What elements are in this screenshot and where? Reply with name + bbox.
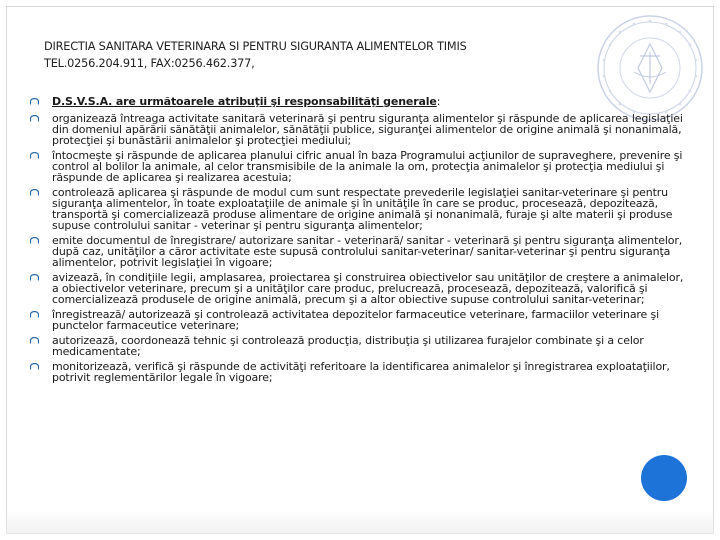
- list-item-text: întocmeşte şi răspunde de aplicarea planului cifric anual în baza Programului acţiunilor de supraveghere, prevenire şi control al bolilor la animale, al celor transmisibile de la animale la om, protecţia animalelor şi protecţia mediului şi răspunde de aplicarea şi realizarea acestuia;: [52, 149, 683, 184]
- header-contact: TEL.0256.204.911, FAX:0256.462.377,: [44, 57, 255, 70]
- bullet-icon: [30, 152, 39, 159]
- list-item: [30, 272, 692, 305]
- bullet-icon: [30, 274, 39, 281]
- list-item: [30, 335, 692, 357]
- list-item: [30, 187, 692, 231]
- list-item-intro: [30, 96, 692, 107]
- bullet-icon: [30, 337, 39, 344]
- list-item-text: autorizează, coordonează tehnic şi controlează producţia, distribuţia şi utilizarea furajelor combinate şi a celor medicamentate;: [52, 334, 644, 358]
- footer-shade: [6, 510, 714, 534]
- list-item-text: monitorizează, verifică şi răspunde de activităţi referitoare la identificarea animalelor şi înregistrarea exploataţiilor, potrivit reglementărilor legale în vigoare;: [52, 360, 670, 384]
- list-item-text: controlează aplicarea şi răspunde de modul cum sunt respectate prevederile legislaţiei sanitar-veterinare şi pentru siguranţa alimentelor, în toate exploataţiile de animale şi în unităţile în care se produc, procesează, depozitează, transportă şi comercializează produse alimentare de origine animală şi nonanimală, furaje şi alte materii şi produse supuse controlului sanitar - veterinar şi pentru siguranţa alimentelor;: [52, 186, 673, 232]
- bullet-icon: [30, 311, 39, 318]
- bullet-icon: [30, 237, 39, 244]
- list-item: [30, 150, 692, 183]
- bullet-icon: [30, 115, 39, 122]
- list-item-text: înregistrează/ autorizează şi controlează activitatea depozitelor farmaceutice veterinare, farmaciilor veterinare şi punctelor farmaceutice veterinare;: [52, 308, 660, 332]
- list-item: [30, 309, 692, 331]
- bullet-icon: [30, 98, 39, 105]
- list-item-text: emite documentul de înregistrare/ autorizare sanitar - veterinară/ sanitar - veterinară şi pentru siguranţa alimentelor, după caz, unităţilor a căror activitate este supusă controlului sanitar-veterinar/ sanitar-veterinar şi pentru siguranţa alimentelor, potrivit legislaţiei în vigoare;: [52, 234, 683, 269]
- responsibilities-list: [30, 96, 692, 107]
- header-title: DIRECTIA SANITARA VETERINARA SI PENTRU SIGURANTA ALIMENTELOR TIMIS: [44, 40, 467, 53]
- bullet-icon: [30, 189, 39, 196]
- decorative-circle: [641, 455, 687, 501]
- list-item-text: avizează, în condiţiile legii, amplasarea, proiectarea şi construirea obiectivelor sau unităţilor de creştere a animalelor, a obiectivelor veterinare, precum şi a unităţilor care produc, prelucrează, procesează, depozitează, valorifică şi comercializează produsele de origine animală, precum şi a altor obiective supuse controlului sanitar-veterinar;: [52, 271, 684, 306]
- intro-heading: D.S.V.S.A. are următoarele atribuţii şi responsabilităţi generale: [52, 95, 437, 108]
- content-body: [30, 96, 692, 387]
- list-item: [30, 235, 692, 268]
- list-item-text: organizează întreaga activitate sanitară veterinară şi pentru siguranţa alimentelor şi răspunde de aplicarea legislaţiei din domeniul apărării sănătăţii animalelor, sănătăţii publice, siguranţei alimentelor de origine animală şi nonanimală, protecţiei şi bunăstării animalelor şi protecţiei mediului;: [52, 112, 683, 147]
- list-item: [30, 113, 692, 146]
- bullet-icon: [30, 363, 39, 370]
- list-item: [30, 361, 692, 383]
- intro-colon: :: [436, 95, 441, 108]
- duties-list: [30, 113, 692, 383]
- page-header: [44, 38, 564, 72]
